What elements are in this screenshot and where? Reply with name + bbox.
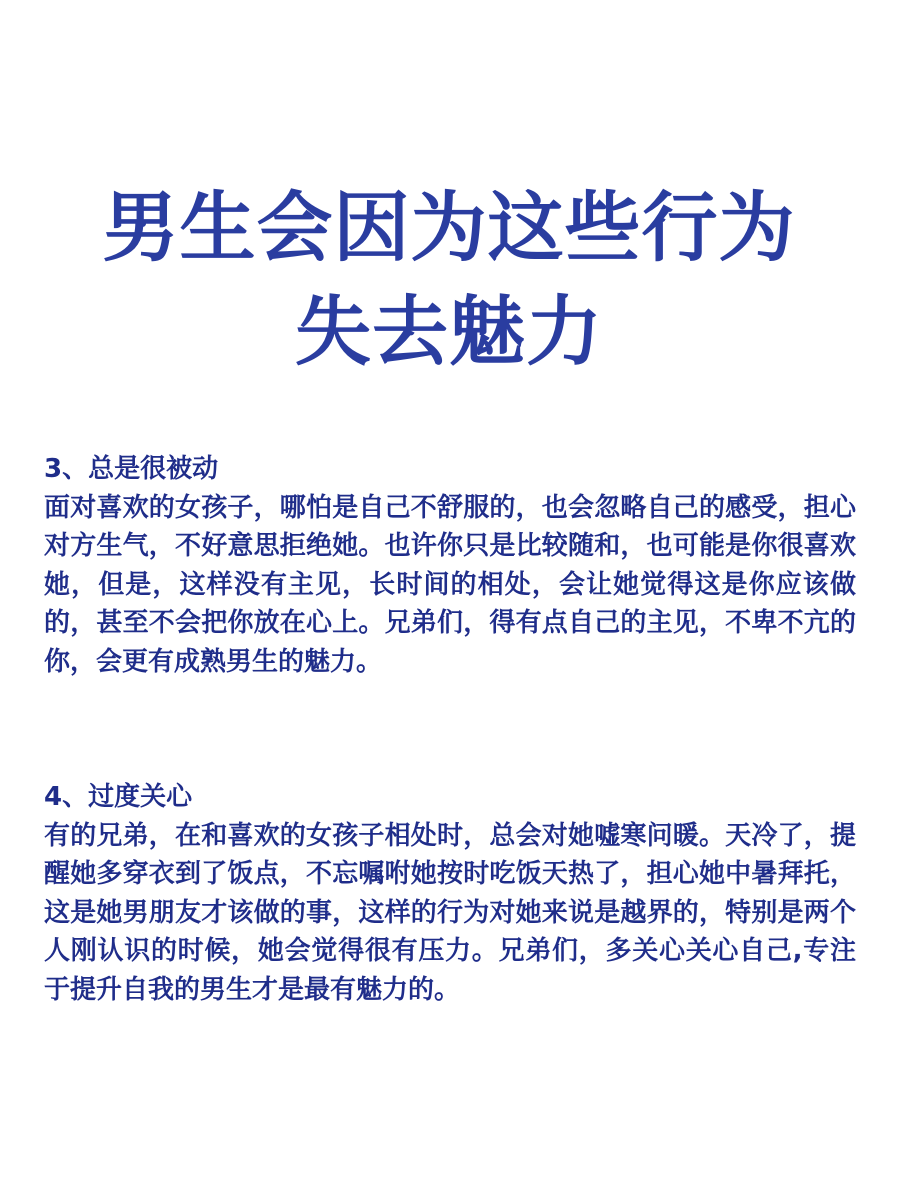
section-passive (44, 450, 856, 681)
section-body: 有的兄弟，在和喜欢的女孩子相处时，总会对她嘘寒问暖。天冷了，提醒她多穿衣到了饭点，不忘嘱咐她按时吃饭天热了，担心她中暑拜托，这是她男朋友才该做的事，这样的行为对她来说是越界的，特别是两个人刚认识的时候，她会觉得很有压力。兄弟们，多关心关心自己,专注于提升自我的男生才是最有魅力的。 (44, 820, 856, 1005)
page-title (0, 176, 898, 384)
section-over-caring (44, 778, 856, 1009)
section-heading: 3、总是很被动 (44, 454, 219, 484)
title-line-1: 男生会因为这些行为 (102, 183, 796, 272)
section-heading: 4、过度关心 (44, 782, 193, 812)
title-line-2: 失去魅力 (295, 287, 603, 376)
section-body: 面对喜欢的女孩子，哪怕是自己不舒服的，也会忽略自己的感受，担心对方生气，不好意思拒绝她。也许你只是比较随和，也可能是你很喜欢她，但是，这样没有主见，长时间的相处，会让她觉得这是你应该做的，甚至不会把你放在心上。兄弟们，得有点自己的主见，不卑不亢的你，会更有成熟男生的魅力。 (44, 492, 856, 677)
